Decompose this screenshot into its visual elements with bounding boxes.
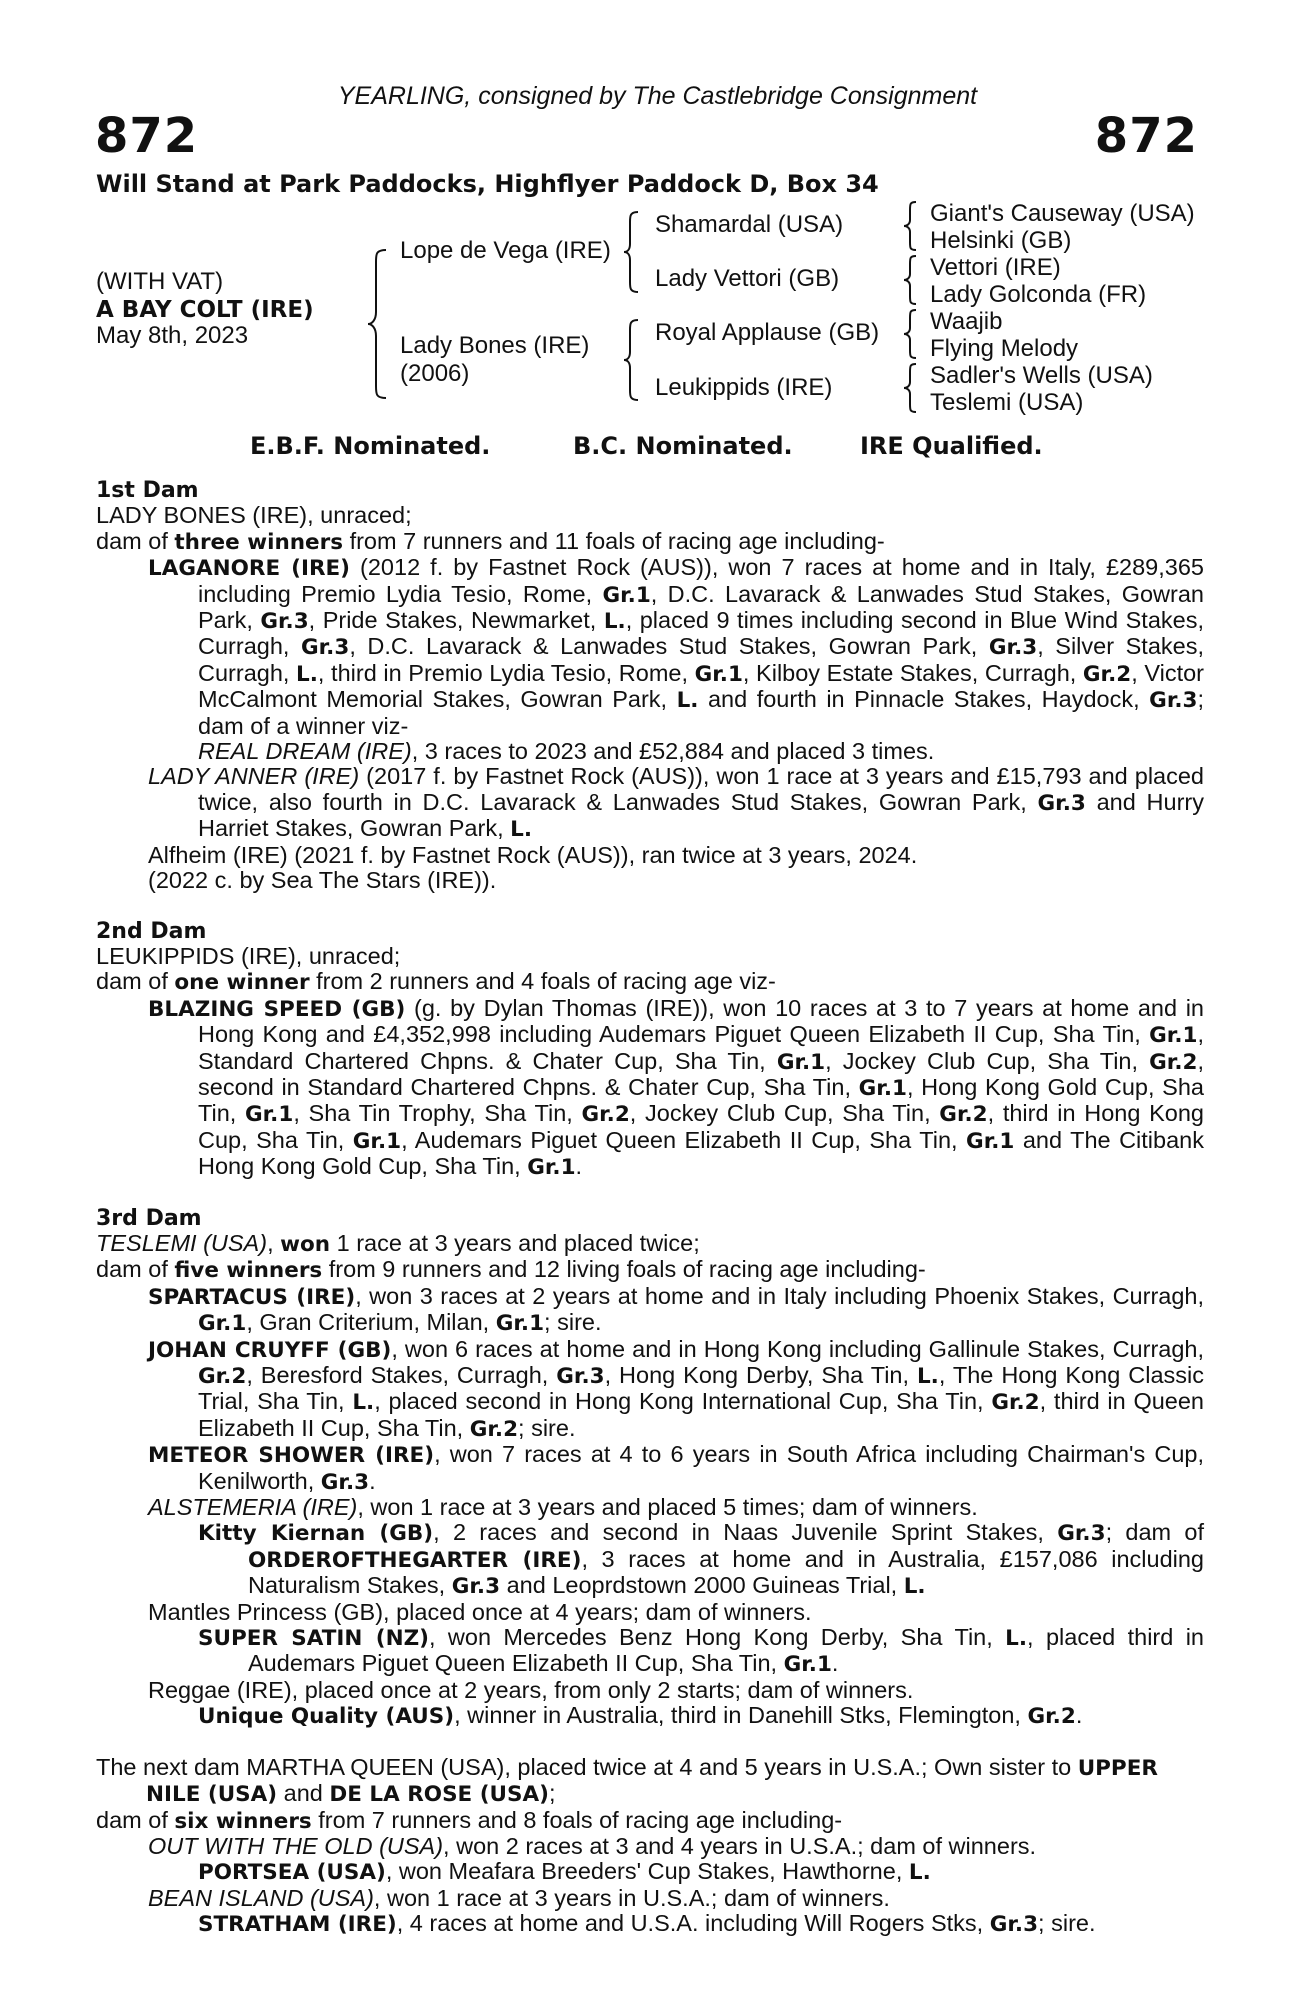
lot-number-right: 872: [1094, 108, 1198, 164]
alstemeria-record: ALSTEMERIA (IRE), won 1 race at 3 years and placed 5 times; dam of winners.: [148, 1494, 978, 1521]
first-dam-section: [96, 478, 1204, 894]
dam-dam: Leukippids (IRE): [655, 374, 833, 401]
next-dam-produce-summary: dam of six winners from 7 runners and 8 foals of racing age including-: [96, 1806, 843, 1834]
dam-year: (2006): [400, 360, 470, 387]
third-dam-title: 3rd Dam: [96, 1205, 202, 1231]
brace-g3: [902, 308, 918, 360]
dam-name: Lady Bones (IRE): [400, 332, 590, 359]
spartacus-record: SPARTACUS (IRE), won 3 races at 2 years at home and in Italy including Phoenix Stakes, Curragh, Gr.1, Gran Criterium, Milan, Gr.1; sire.: [148, 1282, 1205, 1337]
first-dam-title: 1st Dam: [96, 478, 199, 503]
grandsire-2: Vettori (IRE): [930, 254, 1061, 281]
unique-quality-record: Unique Quality (AUS), winner in Australia, third in Danehill Stks, Flemington, Gr.2.: [198, 1702, 1083, 1730]
third-dam-section: [96, 1206, 1204, 1730]
stratham-record: STRATHAM (IRE), 4 races at home and U.S.A. including Will Rogers Stks, Gr.3; sire.: [198, 1910, 1096, 1938]
grandsire-4: Sadler's Wells (USA): [930, 362, 1153, 389]
next-dam-intro: The next dam MARTHA QUEEN (USA), placed twice at 4 and 5 years in U.S.A.; Own sister to UPPER NILE (USA) and DE LA ROSE (USA);: [96, 1753, 1158, 1808]
super-satin-record: SUPER SATIN (NZ), won Mercedes Benz Hong Kong Derby, Sha Tin, L., placed third in Audemars Piguet Queen Elizabeth II Cup, Sha Tin, Gr.1.: [198, 1624, 1204, 1678]
ebf-nominated: E.B.F. Nominated.: [250, 432, 491, 460]
sire-brace: [622, 210, 640, 294]
alfheim-record: Alfheim (IRE) (2021 f. by Fastnet Rock (AUS)), ran twice at 3 years, 2024.: [148, 841, 918, 868]
foaling-date: May 8th, 2023: [96, 322, 249, 349]
bc-nominated: B.C. Nominated.: [573, 432, 793, 460]
sire-sire: Shamardal (USA): [655, 211, 844, 238]
brace-g1: [902, 200, 918, 252]
sire-dam: Lady Vettori (GB): [655, 265, 840, 292]
granddam-4: Teslemi (USA): [930, 389, 1084, 416]
vat-note: (WITH VAT): [96, 268, 224, 295]
ire-qualified: IRE Qualified.: [860, 432, 1043, 460]
second-dam-produce-summary: dam of one winner from 2 runners and 4 foals of racing age viz-: [96, 968, 776, 996]
brace-g4: [902, 362, 918, 414]
dam-records: [96, 478, 1204, 1963]
second-dam-section: [96, 919, 1204, 1181]
horse-name: A BAY COLT (IRE): [96, 297, 314, 323]
blazing-speed-record: BLAZING SPEED (GB) (g. by Dylan Thomas (IRE)), won 10 races at 3 to 7 years at home and in Hong Kong and £4,352,998 including Audemars Piguet Queen Elizabeth II Cup, Sha Tin, Gr.1, Standard Chartered Chpns. & Chater Cup, Sha Tin, Gr.1, Jockey Club Cup, Sha Tin, Gr.2, second in Standard Chartered Chpns. & Chater Cup, Sha Tin, Gr.1, Hong Kong Gold Cup, Sha Tin, Gr.1, Sha Tin Trophy, Sha Tin, Gr.2, Jockey Club Cup, Sha Tin, Gr.2, third in Hong Kong Cup, Sha Tin, Gr.1, Audemars Piguet Queen Elizabeth II Cup, Sha Tin, Gr.1 and The Citibank Hong Kong Gold Cup, Sha Tin, Gr.1.: [148, 994, 1204, 1181]
first-dam-produce-summary: dam of three winners from 7 runners and 11 foals of racing age including-: [96, 527, 885, 555]
mantles-princess-record: Mantles Princess (GB), placed once at 4 years; dam of winners.: [148, 1598, 812, 1625]
pedigree-brace-main: [366, 248, 388, 400]
out-with-the-old-record: OUT WITH THE OLD (USA), won 2 races at 3 and 4 years in U.S.A.; dam of winners.: [148, 1832, 1037, 1859]
dam-sire: Royal Applause (GB): [655, 319, 880, 346]
kitty-kiernan-record: Kitty Kiernan (GB), 2 races and second in Naas Juvenile Sprint Stakes, Gr.3; dam of ORDEROFTHEGARTER (IRE), 3 races at home and in Australia, £157,086 including Naturalism Stakes, Gr.3 and Leoprdstown 2000 Guineas Trial, L.: [198, 1519, 1204, 1600]
second-dam-intro: LEUKIPPIDS (IRE), unraced;: [96, 942, 401, 969]
next-dam-section: [96, 1755, 1204, 1938]
portsea-record: PORTSEA (USA), won Meafara Breeders' Cup Stakes, Hawthorne, L.: [198, 1858, 931, 1886]
granddam-3: Flying Melody: [930, 335, 1079, 362]
brace-g2: [902, 254, 918, 306]
johan-cruyff-record: JOHAN CRUYFF (GB), won 6 races at home and in Hong Kong including Gallinule Stakes, Curragh, Gr.2, Beresford Stakes, Curragh, Gr.3, Hong Kong Derby, Sha Tin, L., The Hong Kong Classic Trial, Sha Tin, L., placed second in Hong Kong International Cup, Sha Tin, Gr.2, third in Queen Elizabeth II Cup, Sha Tin, Gr.2; sire.: [148, 1335, 1205, 1442]
second-dam-title: 2nd Dam: [96, 918, 207, 944]
lady-anner-record: LADY ANNER (IRE) (2017 f. by Fastnet Rock (AUS)), won 1 race at 3 years and £15,793 and placed twice, also fourth in D.C. Lavarack & Lanwades Stud Stakes, Gowran Park, Gr.3 and Hurry Harriet Stakes, Gowran Park, L.: [148, 763, 1204, 843]
sire-name: Lope de Vega (IRE): [400, 237, 611, 264]
grandsire-3: Waajib: [930, 308, 1003, 335]
first-dam-intro: LADY BONES (IRE), unraced;: [96, 502, 412, 529]
third-dam-produce-summary: dam of five winners from 9 runners and 12 living foals of racing age including-: [96, 1256, 926, 1284]
grandsire-1: Giant's Causeway (USA): [930, 200, 1195, 227]
consignment-line: YEARLING, consigned by The Castlebridge Consignment: [337, 82, 978, 110]
dam-brace: [622, 318, 640, 402]
stand-location: Will Stand at Park Paddocks, Highflyer Paddock D, Box 34: [96, 170, 879, 198]
granddam-1: Helsinki (GB): [930, 227, 1072, 254]
real-dream-record: REAL DREAM (IRE), 3 races to 2023 and £52,884 and placed 3 times.: [198, 738, 935, 765]
bean-island-record: BEAN ISLAND (USA), won 1 race at 3 years in U.S.A.; dam of winners.: [148, 1884, 890, 1911]
granddam-2: Lady Golconda (FR): [930, 281, 1147, 308]
reggae-record: Reggae (IRE), placed once at 2 years, from only 2 starts; dam of winners.: [148, 1676, 914, 1703]
meteor-shower-record: METEOR SHOWER (IRE), won 7 races at 4 to 6 years in South Africa including Chairman's Cup, Kenilworth, Gr.3.: [148, 1441, 1205, 1495]
colt-2022-record: (2022 c. by Sea The Stars (IRE)).: [148, 867, 497, 894]
third-dam-intro: TESLEMI (USA), won 1 race at 3 years and placed twice;: [96, 1229, 700, 1257]
lot-number-left: 872: [95, 108, 199, 164]
laganore-record: LAGANORE (IRE) (2012 f. by Fastnet Rock (AUS)), won 7 races at home and in Italy, £289,365 including Premio Lydia Tesio, Rome, Gr.1, D.C. Lavarack & Lanwades Stud Stakes, Gowran Park, Gr.3, Pride Stakes, Newmarket, L., placed 9 times including second in Blue Wind Stakes, Curragh, Gr.3, D.C. Lavarack & Lanwades Stud Stakes, Gowran Park, Gr.3, Silver Stakes, Curragh, L., third in Premio Lydia Tesio, Rome, Gr.1, Kilboy Estate Stakes, Curragh, Gr.2, Victor McCalmont Memorial Stakes, Gowran Park, L. and fourth in Pinnacle Stakes, Haydock, Gr.3; dam of a winner viz-: [148, 554, 1205, 739]
